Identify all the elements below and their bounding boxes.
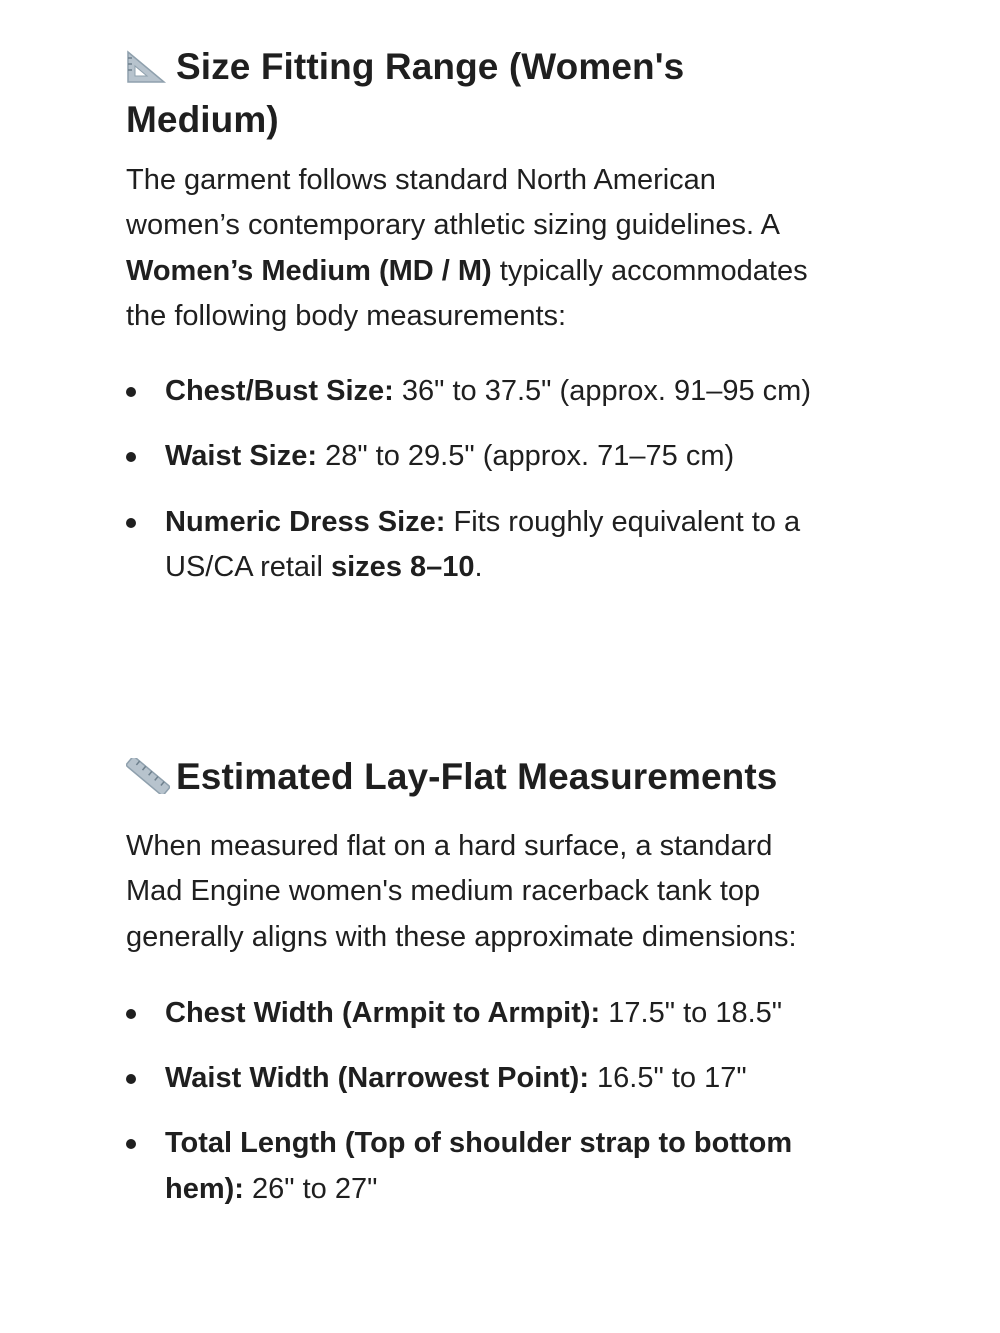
item-value: 36" to 37.5" (approx. 91–95 cm): [393, 375, 811, 408]
bullet-icon: [126, 1074, 136, 1084]
bullet-icon: [126, 1009, 136, 1019]
intro-text: The garment follows standard North American women’s contemporary athletic sizing guidelines. A: [126, 164, 779, 242]
bullet-icon: [126, 518, 136, 528]
bullet-icon: [126, 387, 136, 397]
item-label: Waist Width (Narrowest Point):: [165, 1062, 589, 1095]
item-label: Numeric Dress Size:: [165, 505, 446, 538]
item-label: Chest/Bust Size:: [165, 375, 394, 408]
item-tail: .: [474, 551, 483, 584]
lay-flat-section: [126, 750, 826, 1232]
bullet-icon: [126, 452, 136, 462]
measurement-list: [126, 991, 826, 1212]
list-item: [126, 991, 826, 1036]
section-title: Size Fitting Range (Women's Medium): [126, 46, 685, 140]
item-value: 26" to 27": [243, 1172, 378, 1205]
measurement-list: [126, 369, 826, 590]
item-label: Total Length (Top of shoulder strap to bottom hem):: [165, 1127, 793, 1205]
section-title: Estimated Lay-Flat Measurements: [176, 756, 778, 797]
bullet-icon: [126, 1139, 136, 1149]
section-heading: [126, 40, 826, 146]
item-value: 17.5" to 18.5": [600, 996, 783, 1029]
intro-text-continued: typically accommodates the following body measurements:: [126, 254, 808, 332]
intro-text: When measured flat on a hard surface, a standard Mad Engine women's medium racerback tank top generally aligns with these approximate dimensions:: [126, 830, 797, 953]
intro-bold-text: Women’s Medium (MD / M): [126, 254, 492, 287]
list-item: [126, 1056, 826, 1101]
size-fitting-section: [126, 40, 826, 610]
list-item: [126, 434, 826, 479]
list-item: [126, 1121, 826, 1212]
list-item: [126, 500, 826, 591]
item-value: 28" to 29.5" (approx. 71–75 cm): [317, 440, 735, 473]
item-bold-value: sizes 8–10: [331, 551, 475, 584]
list-item: [126, 369, 826, 414]
straight-ruler-icon: [126, 758, 170, 794]
item-label: Waist Size:: [165, 440, 318, 473]
triangular-ruler-icon: [126, 48, 170, 84]
item-label: Chest Width (Armpit to Armpit):: [165, 996, 601, 1029]
item-value: 16.5" to 17": [588, 1062, 747, 1095]
section-heading: [126, 750, 826, 803]
section-intro: [126, 158, 826, 339]
item-value: Fits roughly equivalent to a US/CA retail: [165, 505, 801, 584]
section-intro: [126, 824, 826, 960]
